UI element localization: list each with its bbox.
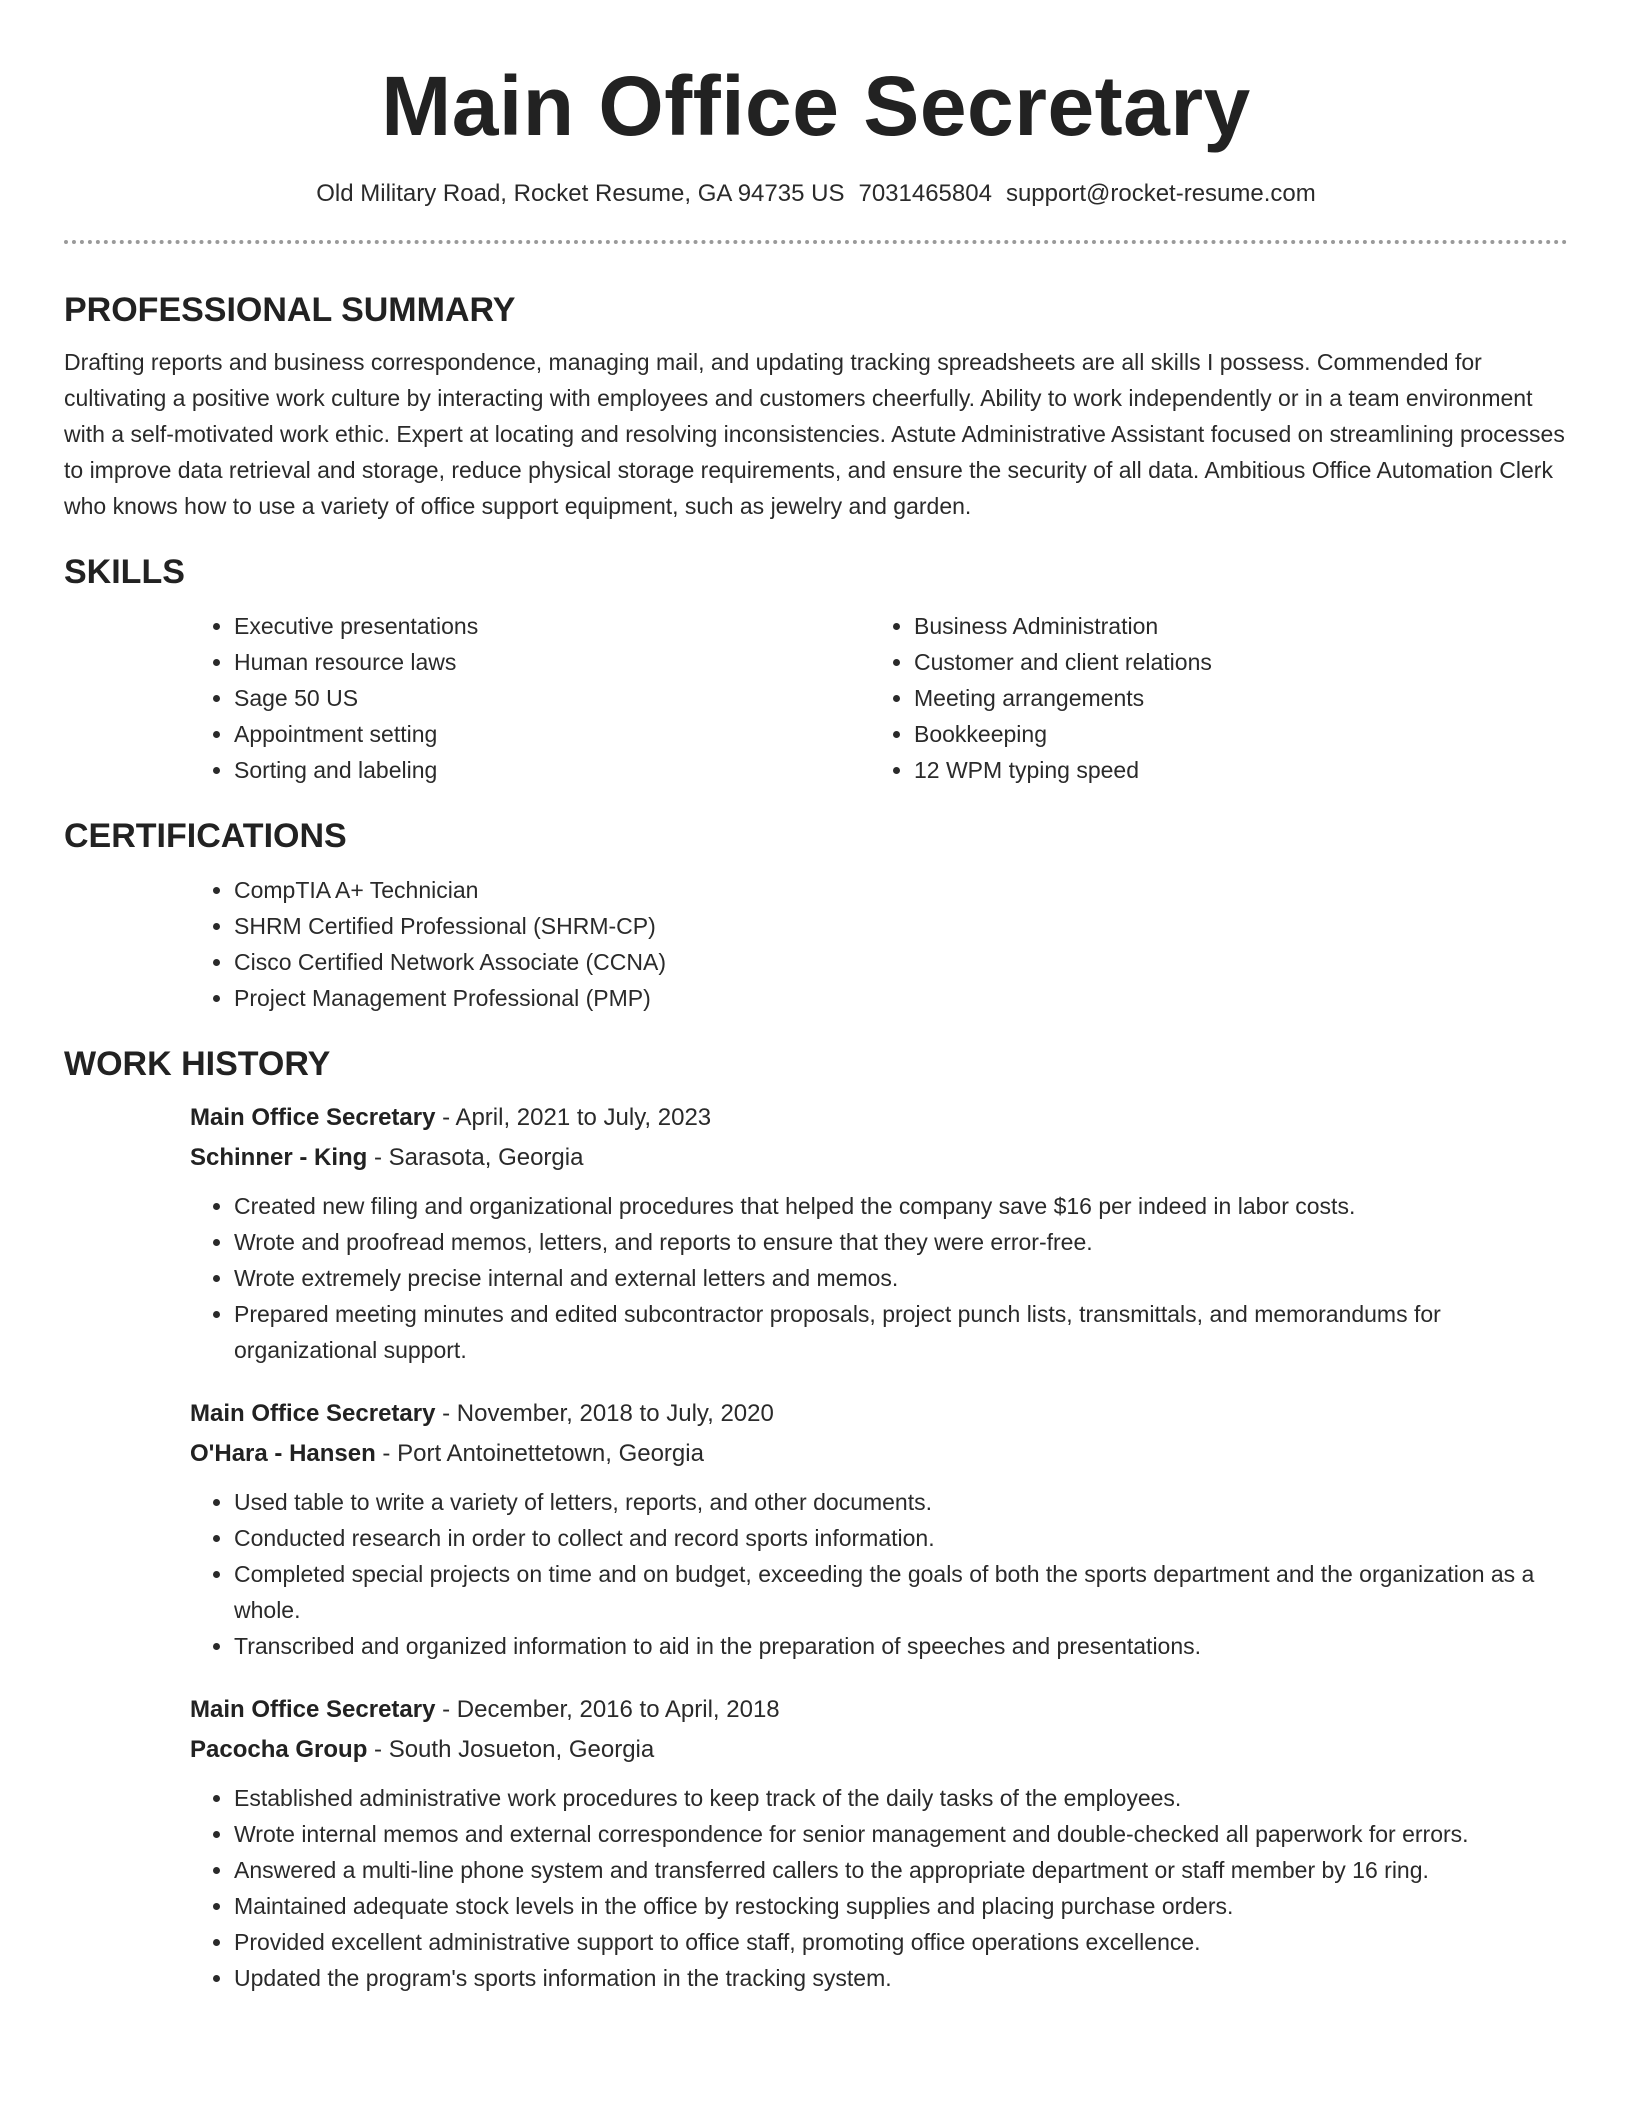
job-company: O'Hara - Hansen xyxy=(190,1440,376,1467)
job-entry xyxy=(190,1394,1568,1664)
job-bullet: • Established administrative work procedures to keep track of the daily tasks of the employees. xyxy=(234,1780,1568,1816)
job-bullet: • Updated the program's sports information in the tracking system. xyxy=(234,1960,1568,1996)
contact-email: support@rocket-resume.com xyxy=(1005,180,1316,207)
job-bullet: • Wrote internal memos and external correspondence for senior management and double-checked all paperwork for errors. xyxy=(234,1816,1568,1852)
job-company: Schinner - King xyxy=(190,1144,368,1171)
certifications-list xyxy=(190,872,1568,1016)
job-dates: - April, 2021 to July, 2023 xyxy=(435,1104,712,1131)
resume-page xyxy=(64,0,1568,1996)
certifications-heading: CERTIFICATIONS xyxy=(64,817,347,855)
job-bullets xyxy=(190,1780,1568,1996)
job-position: Main Office Secretary xyxy=(190,1400,436,1427)
job-bullet: • Answered a multi-line phone system and transferred callers to the appropriate department or staff member by 16 ring. xyxy=(234,1852,1568,1888)
certification-item: • CompTIA A+ Technician xyxy=(234,872,1568,908)
job-bullet: • Maintained adequate stock levels in the office by restocking supplies and placing purchase orders. xyxy=(234,1888,1568,1924)
job-bullet: • Used table to write a variety of letters, reports, and other documents. xyxy=(234,1484,1568,1520)
job-dates: - November, 2018 to July, 2020 xyxy=(435,1400,774,1427)
summary-text: Drafting reports and business correspondence, managing mail, and updating tracking spreadsheets are all skills I possess. Commended for cultivating a positive work culture by interacting with employees and customers cheerfully. Ability to work independently or in a team environment with a self-motivated work ethic. Expert at locating and resolving inconsistencies. Astute Administrative Assistant focused on streamlining processes to improve data retrieval and storage, reduce physical storage requirements, and ensure the security of all data. Ambitious Office Automation Clerk who knows how to use a variety of office support equipment, such as jewelry and garden. xyxy=(64,349,1565,519)
skill-item: • Business Administration xyxy=(914,608,1550,644)
job-bullet: • Wrote and proofread memos, letters, and reports to ensure that they were error-free. xyxy=(234,1224,1568,1260)
certification-item: • Cisco Certified Network Associate (CCNA) xyxy=(234,944,1568,980)
job-company-line xyxy=(190,1730,1568,1770)
job-bullets xyxy=(190,1188,1568,1368)
job-dates: - December, 2016 to April, 2018 xyxy=(435,1696,780,1723)
skill-item: • Appointment setting xyxy=(234,716,870,752)
job-bullet: • Provided excellent administrative support to office staff, promoting office operations excellence. xyxy=(234,1924,1568,1960)
skill-item: • Customer and client relations xyxy=(914,644,1550,680)
job-bullet: • Wrote extremely precise internal and external letters and memos. xyxy=(234,1260,1568,1296)
job-entry xyxy=(190,1098,1568,1368)
contact-line xyxy=(64,178,1568,210)
job-location: - Port Antoinettetown, Georgia xyxy=(375,1440,704,1467)
header-divider xyxy=(64,240,1568,244)
job-location: - South Josueton, Georgia xyxy=(367,1736,655,1763)
skill-item: • Executive presentations xyxy=(234,608,870,644)
job-bullets xyxy=(190,1484,1568,1664)
job-position: Main Office Secretary xyxy=(190,1104,436,1131)
job-bullet: • Conducted research in order to collect and record sports information. xyxy=(234,1520,1568,1556)
job-bullet: • Completed special projects on time and on budget, exceeding the goals of both the sports department and the organization as a whole. xyxy=(234,1556,1568,1628)
job-bullet: • Created new filing and organizational procedures that helped the company save $16 per indeed in labor costs. xyxy=(234,1188,1568,1224)
job-title-line xyxy=(190,1394,1568,1434)
skill-item: • Bookkeeping xyxy=(914,716,1550,752)
skill-item: • Human resource laws xyxy=(234,644,870,680)
skills-heading: SKILLS xyxy=(64,553,185,591)
skill-item: • Meeting arrangements xyxy=(914,680,1550,716)
job-bullet: • Transcribed and organized information to aid in the preparation of speeches and presentations. xyxy=(234,1628,1568,1664)
contact-phone: 7031465804 xyxy=(858,180,992,207)
job-title-line xyxy=(190,1690,1568,1730)
job-location: - Sarasota, Georgia xyxy=(367,1144,584,1171)
skill-item: • Sage 50 US xyxy=(234,680,870,716)
work-history-heading: WORK HISTORY xyxy=(64,1045,331,1083)
skill-item: • 12 WPM typing speed xyxy=(914,752,1550,788)
job-company: Pacocha Group xyxy=(190,1736,368,1763)
job-company-line xyxy=(190,1434,1568,1474)
summary-heading: PROFESSIONAL SUMMARY xyxy=(64,291,516,329)
contact-address: Old Military Road, Rocket Resume, GA 94735 US xyxy=(316,180,845,207)
skills-grid xyxy=(190,608,1568,788)
job-entry xyxy=(190,1690,1568,1996)
skills-left-column xyxy=(190,608,870,788)
job-title-line xyxy=(190,1098,1568,1138)
resume-name: Main Office Secretary xyxy=(381,59,1251,153)
skills-right-column xyxy=(870,608,1550,788)
certification-item: • Project Management Professional (PMP) xyxy=(234,980,1568,1016)
job-company-line xyxy=(190,1138,1568,1178)
job-bullet: • Prepared meeting minutes and edited subcontractor proposals, project punch lists, transmittals, and memorandums for organizational support. xyxy=(234,1296,1568,1368)
skill-item: • Sorting and labeling xyxy=(234,752,870,788)
job-position: Main Office Secretary xyxy=(190,1696,436,1723)
certification-item: • SHRM Certified Professional (SHRM-CP) xyxy=(234,908,1568,944)
